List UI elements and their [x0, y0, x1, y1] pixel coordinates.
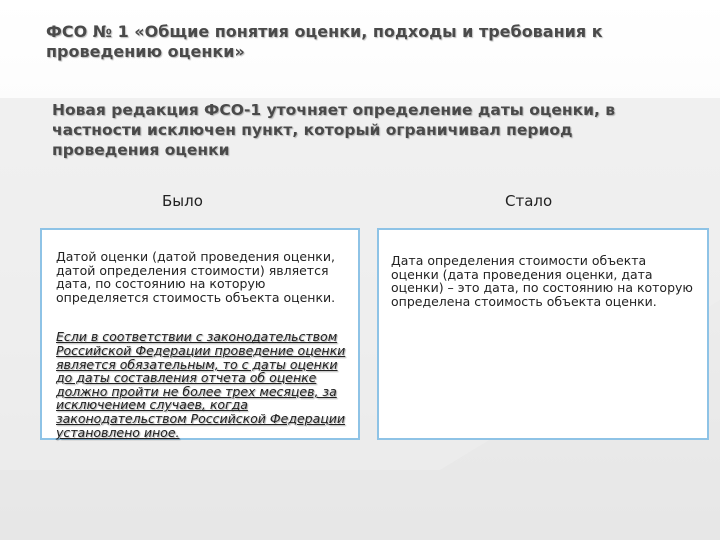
slide-subtitle: Новая редакция ФСО-1 уточняет определение даты оценки, в частности исключен пункт, который ограничивал период проведения оценки	[52, 101, 616, 159]
column-heading-after: Стало	[505, 192, 553, 210]
before-paragraph-1: Датой оценки (датой проведения оценки, датой определения стоимости) является дата, по состоянию на которую определяется стоимость объекта оценки.	[56, 249, 336, 305]
slide-title: ФСО № 1 «Общие понятия оценки, подходы и требования к проведению оценки»	[46, 22, 603, 61]
column-heading-before: Было	[162, 192, 203, 210]
before-paragraph-2-removed: Если в соответствии с законодательством Российской Федерации проведение оценки является обязательным, то с даты оценки до даты составления отчета об оценке должно пройти не более трех месяцев, за исключением случаев, когда законодательством Российской Федерации установлено иное.	[56, 329, 346, 440]
after-text-box	[377, 228, 709, 440]
after-paragraph-1: Дата определения стоимости объекта оценки (дата проведения оценки, дата оценки) – это дата, по состоянию на которую определена стоимость объекта оценки.	[391, 253, 693, 309]
before-text-box	[40, 228, 360, 440]
